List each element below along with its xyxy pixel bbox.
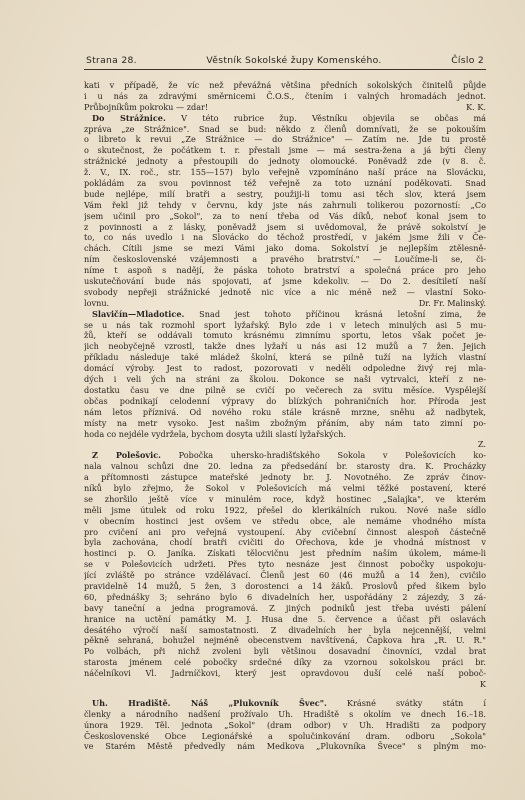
text-line: ve Starém Městě předvedly nám Medkova „Plukovníka Švece" s plným mo- [84, 741, 486, 752]
text-line: Uh. Hradiště. Náš „Plukovník Švec". Krásné svátky státn í [92, 697, 486, 708]
page-header [86, 55, 484, 66]
text-line: Do Strážnice. V této rubrice žup. Věstníku objevila se občas má [92, 112, 486, 123]
text-line: měli jsme útulek od roku 1922, přešel do klerikálních rukou. Nové naše sídlo [84, 504, 486, 515]
text-line: pravidelně 14 mužů, 5 žen, 3 dorostenci a 14 žáků. Proslovů před šikem bylo [84, 580, 486, 591]
issue-number: Číslo 2 [451, 55, 484, 66]
text-line-end: lovnu. [84, 297, 110, 308]
text-line: jsem učinil pro „Sokol", za to není třeba od Vás díků, neboť konal jsem to [84, 210, 486, 221]
text-line: a přítomnosti zástupce mateřské jednoty br. J. Novotného. Ze zpráv činov- [84, 472, 486, 483]
text-line: zpráva „ze Strážnice". Snad se bud: někdo z členů domnívati, že se pokouším [84, 123, 486, 134]
text-line: místy na metr vysoko. Jest našim zbožným přáním, aby nám tato zimní po- [84, 417, 486, 428]
section-heading: Slavičín—Mladotice. [92, 308, 185, 319]
closing-phrase: Průbojníkům pokroku — zdar! [84, 101, 209, 112]
text-line: starosta jménem celé pobočky srdečné díky za vzornou sokolskou práci br. [84, 657, 486, 668]
text-line: uskutečňování bude nás spojovati, ať jsme kdekoliv. — Do 2. desítiletí naší [84, 276, 486, 287]
text-line: se u nás tak rozmohl sport lyžařský. Bylo zde i v letech minulých asi 5 mu- [84, 319, 486, 330]
paragraph-slavicin [84, 309, 486, 451]
article-body [84, 80, 486, 752]
signature-line [84, 102, 486, 113]
text-line: se v Polešovicích udržeti. Přes tyto nesnáze jest činnost pobočky uspokoju- [84, 559, 486, 570]
author-signature: K [479, 678, 486, 689]
text-line: kati v případě, že víc než převážná většina předních sokolských činitelů půjde [84, 80, 486, 90]
text-line: Československé Obce Legionářské a spolučinkování dram. odboru „Sokola" [84, 730, 486, 741]
text-line: Po volbách, při nichž zvoleni byli většinou dosavadní činovníci, vzdal brat [84, 646, 486, 657]
text-line: to, co nás uvedlo i na Slovácko do těchož prostředí, v jakém jsme žili v Če- [84, 232, 486, 243]
text-line: níme t aspoň s nadějí, že páska tohoto bratrství a společná práce pro jeho [84, 265, 486, 276]
section-heading: Z Polešovic. [92, 450, 161, 461]
text-line: jící zvláště po stránce vzdělávací. Členů jest 60 (46 mužů a 14 žen), cvičilo [84, 570, 486, 581]
text-line: desátého výročí naší samostatnosti. Z divadelních her byla nejcennější, velmi [84, 624, 486, 635]
text-line: domácí výroby. Jest to radost, pozorovati v neděli odpoledne živý rej mla- [84, 363, 486, 374]
text-line: se zhoršilo ještě více v minulém roce, když hostinec „Salajka", ve kterém [84, 493, 486, 504]
text-line: nám letos příznivá. Od nového roku stále krásně mrzne, sněhu až nadbytek, [84, 406, 486, 417]
page-number: Strana 28. [86, 55, 137, 66]
text-line: strážnické jednoty a přestoupili do jednoty olomoucké. Poněvadž zde (v 8. č. [84, 156, 486, 167]
paragraph-polesovice [84, 450, 486, 690]
text-line: i u nás za zdravými směrnicemi Č.O.S., čtením i valných hromadách jednot. [84, 90, 486, 101]
text-line: chách. Cítili jsme se mezi Vámi jako doma. Sokolství je nejlepším ztělesně- [84, 243, 486, 254]
text-line: v obecním hostinci jest ovšem ve středu obce, ale nemáme vhodného místa [84, 515, 486, 526]
text-line: hoda co nejdéle vydržela, bychom dosyta užili slastí lyžařských. [84, 428, 346, 439]
signature-line [84, 298, 486, 309]
text-line: hostinci p. O. Janíka. Získati tělocvičnu jest předním naším úkolem, máme-li [84, 548, 486, 559]
text-line: členky a národního nadšení prožívalo Uh. Hradiště s okolím ve dnech 16.–18. [84, 708, 486, 719]
spacer [84, 690, 486, 698]
author-signature: K. K. [466, 101, 486, 112]
paragraph-straznice [84, 113, 486, 309]
text-line: příkladu následuje také mládež školní, která se pilně tuží na lyžích vlastní [84, 352, 486, 363]
text-line: pěkně sehraná, bohužel nejméně obecenstvem navštívená, Čapkova hra „R. U. R." [84, 635, 486, 646]
text-line: Slavičín—Mladotice. Snad jest tohoto příčinou krásná letošní zima, že [92, 308, 486, 319]
text-line: února 1929. Těl. jednota „Sokol" (dram odbor) v Uh. Hradišti za podpory [84, 719, 486, 730]
text-line: o libreto k revui „Ze Strážnice — do Strážnice" — Zatím ne. Jde tu prostě [84, 134, 486, 145]
text-line: pro cvičení ani pro veřejná vystoupení. Aby cvičební činnost alespoň částečně [84, 526, 486, 537]
text-line: 60, přednášky 3; sehráno bylo 6 divadelních her, uspořádány 2 zájezdy, 3 zá- [84, 591, 486, 602]
text-line: občas podnikají celodenní výpravy do blízkých pohraničních hor. Příroda jest [84, 395, 486, 406]
text-line: náčelníkovi Vl. Jadrníčkovi, který jest opravdovou duší celé naší poboč- [84, 668, 486, 679]
text-line: žů, kteří se oddávali tomuto krásnému zimnímu sportu, letos však počet je- [84, 330, 486, 341]
journal-title: Věstník Sokolské župy Komenského. [206, 55, 382, 66]
text-line: Z Polešovic. Pobočka uhersko-hradišťského Sokola v Polešovicích ko- [92, 450, 486, 461]
text-line: ž. V., IX. roč., str. 155—157) bylo veřejně vzpomínáno naší práce na Slovácku, [84, 167, 486, 178]
section-heading: Do Strážnice. [92, 112, 166, 123]
text-line: hranice na uctění památky M. J. Husa dne 5. července a účast při oslavách [84, 613, 486, 624]
text-line: z povinnosti a z lásky, poněvadž jsem si uvědomoval, že právě sokolství je [84, 221, 486, 232]
text-line: níků bylo zřejmo, že Sokol v Polešovicích má velmi těžké postavení, které [84, 482, 486, 493]
section-heading: Uh. Hradiště. Náš „Plukovník Švec". [92, 697, 327, 708]
text-line: dých i veli ých na stráni za školou. Dokonce se naši vytrvalci, kteří z ne- [84, 374, 486, 385]
text-line: jich neobyčejně vzrostl, takže dnes lyžaří u nás asi 12 mužů a 7 žen. Jejich [84, 341, 486, 352]
text-line: byla zachována, chodí bratři cvičiti do Ořechova, kde je vhodná místnost v [84, 537, 486, 548]
text-line: bavy taneční a jedna programová. Z jiných podniků jest třeba uvésti pálení [84, 602, 486, 613]
paragraph-hradiste [84, 698, 486, 752]
text-line: svobody nepřeji strážnické jednotě nic více a nic méně než — vlastní Soko- [84, 286, 486, 297]
text-line: o skutečnost, že počátkem t. r. přestali jsme — má sestra-žena a já býti členy [84, 145, 486, 156]
header-rule [84, 69, 486, 70]
author-signature: Dr. Fr. Malinský. [418, 297, 486, 308]
author-signature: Z. [477, 439, 486, 450]
text-line: nala valnou schůzi dne 20. ledna za předsedání br. starosty dra. K. Procházky [84, 461, 486, 472]
text-line: pokládám za svou povinnost též veřejně za toto uznání poděkovati. Snad [84, 178, 486, 189]
text-line: Vám řekl již tehdy v červnu, kdy jste nás zahrnuli tolikerou pozorností: „Co [84, 199, 486, 210]
text-line: ním československé vzájemnosti a pravého bratrství." — Loučíme-li se, či- [84, 254, 486, 265]
text-line: dostatku času ve dne pilně se cvičí po večerech za svitu měsíce. Vyspělejší [84, 384, 486, 395]
paragraph-closing [84, 80, 486, 113]
text-line: bude nejlépe, milí bratři a sestry, použiji-li tomu asi těch slov, která jsem [84, 188, 486, 199]
